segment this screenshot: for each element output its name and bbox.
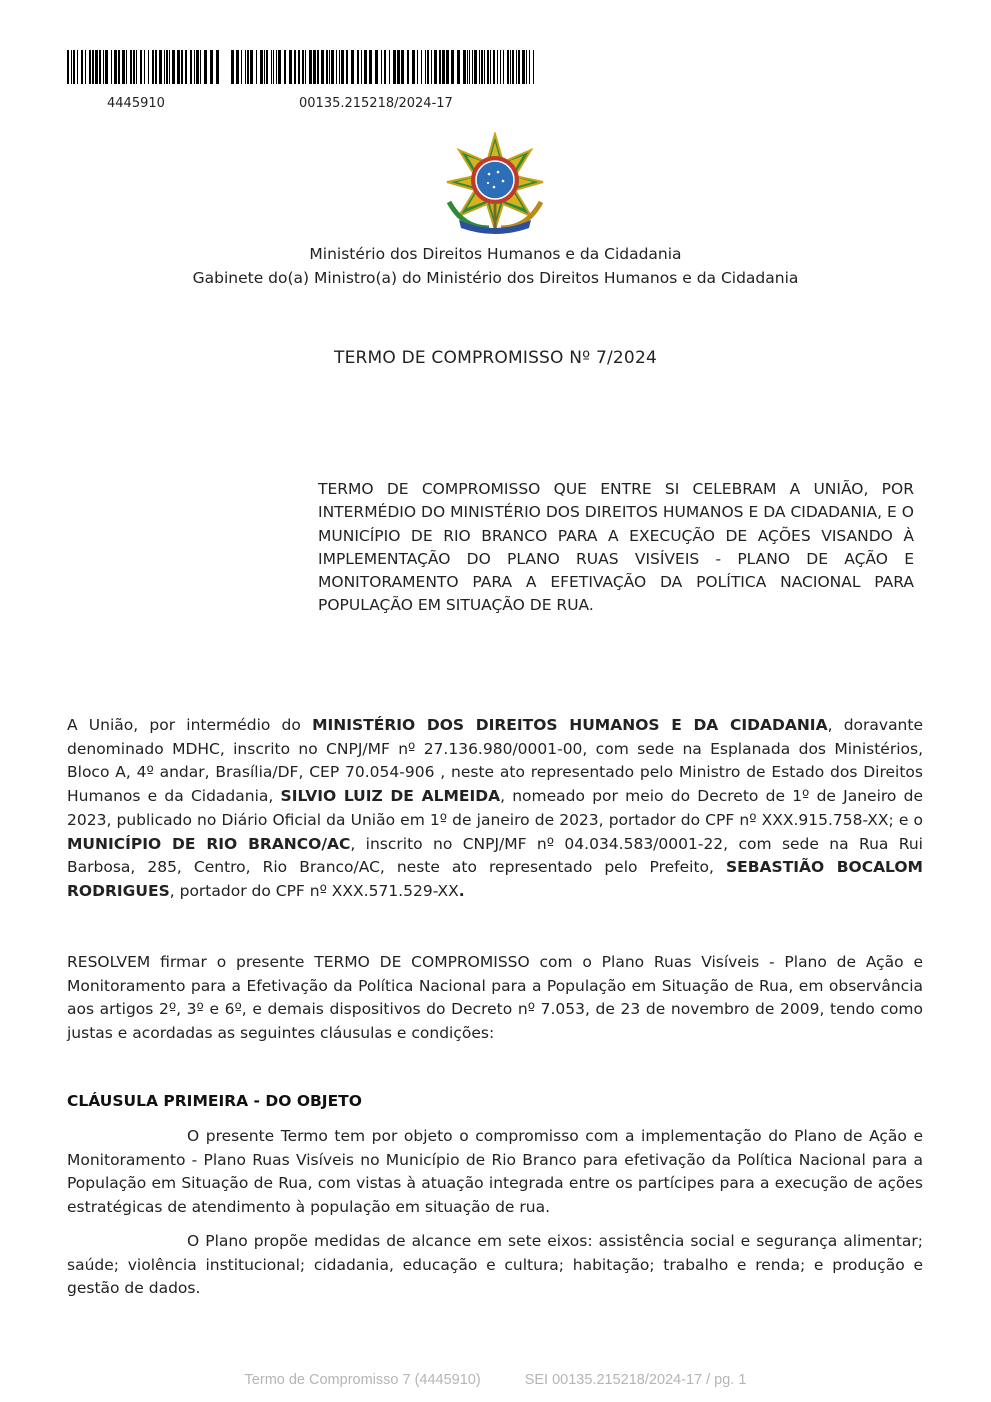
parties-text-2: , doravante denominado MDHC, inscrito no CNPJ/MF nº 27.136.980/0001-00, com sede na Esplanada dos Ministérios, Bloco A, 4º andar, Brasília/DF, CEP 70.054-906 , neste ato representado pelo Ministro de Estado dos Direitos Humanos e da Cidadania, [67,716,923,806]
clause-first-paragraph-1: O presente Termo tem por objeto o compromisso com a implementação do Plano de Ação e Monitoramento - Plano Ruas Visíveis no Município de Rio Branco para efetivação da Política Nacional para a População em Situação de Rua, com vistas à atuação integrada entre os partícipes para a execução de ações estratégicas de atendimento à população em situação de rua. [67,1127,923,1217]
resolvem-paragraph: RESOLVEM firmar o presente TERMO DE COMPROMISSO com o Plano Ruas Visíveis - Plano de Ação e Monitoramento para a Efetivação da Política Nacional para a População em Situação de Rua, em observância aos artigos 2º, 3º e 6º, e demais dispositivos do Decreto nº 7.053, de 23 de novembro de 2009, tendo como justas e acordadas as seguintes cláusulas e condições: [67,953,923,1043]
document-title: TERMO DE COMPROMISSO Nº 7/2024 [334,348,657,368]
parties-paragraph [67,714,923,904]
parties-text-5: , portador do CPF nº XXX.571.529-XX [169,881,459,900]
footer-document-reference: Termo de Compromisso 7 (4445910) [244,1372,481,1388]
page-footer [0,1372,991,1388]
document-id-label: 4445910 [107,96,165,111]
parties-text-1: A União, por intermédio do [67,716,313,734]
parties-text-3: , nomeado por meio do Decreto de 1º de Janeiro de 2023, publicado no Diário Oficial da União em 1º de janeiro de 2023, portador do CPF nº XXX.915.758-XX; e o [67,787,923,829]
parties-text-4: , inscrito no CNPJ/MF nº 04.034.583/0001-22, com sede na Rua Rui Barbosa, 285, Centro, Rio Branco/AC, neste ato representado pelo Prefeito, [67,834,923,877]
parties-final-period: . [458,881,465,900]
ementa-summary: TERMO DE COMPROMISSO QUE ENTRE SI CELEBRAM A UNIÃO, POR INTERMÉDIO DO MINISTÉRIO DOS DIREITOS HUMANOS E DA CIDADANIA, E O MUNICÍPIO DE RIO BRANCO PARA A EXECUÇÃO DE AÇÕES VISANDO À IMPLEMENTAÇÃO DO PLANO RUAS VISÍVEIS - PLANO DE AÇÃO E MONITORAMENTO PARA A EFETIVAÇÃO DA POLÍTICA NACIONAL PARA POPULAÇÃO EM SITUAÇÃO DE RUA. [318,480,914,615]
ministry-name: Ministério dos Direitos Humanos e da Cidadania [309,245,682,263]
minister-name-bold: SILVIO LUIZ DE ALMEIDA [280,787,501,806]
barcode-document-id [67,50,221,84]
footer-sei-page: SEI 00135.215218/2024-17 / pg. 1 [524,1372,747,1388]
coat-of-arms-icon [443,132,547,236]
barcode-process-number [231,50,537,84]
ministry-bold: MINISTÉRIO DOS DIREITOS HUMANOS E DA CIDADANIA [312,716,828,734]
process-number-label: 00135.215218/2024-17 [299,96,453,111]
municipality-bold: MUNICÍPIO DE RIO BRANCO/AC [67,834,351,853]
clause-first-title: CLÁUSULA PRIMEIRA - DO OBJETO [67,1092,362,1110]
mayor-name-bold: SEBASTIÃO BOCALOM RODRIGUES [67,858,923,900]
clause-first-paragraph-2: O Plano propõe medidas de alcance em sete eixos: assistência social e segurança alimentar; saúde; violência institucional; cidadania, educação e cultura; habitação; trabalho e renda; e produção e gestão de dados. [67,1232,923,1298]
cabinet-name: Gabinete do(a) Ministro(a) do Ministério dos Direitos Humanos e da Cidadania [192,269,799,287]
